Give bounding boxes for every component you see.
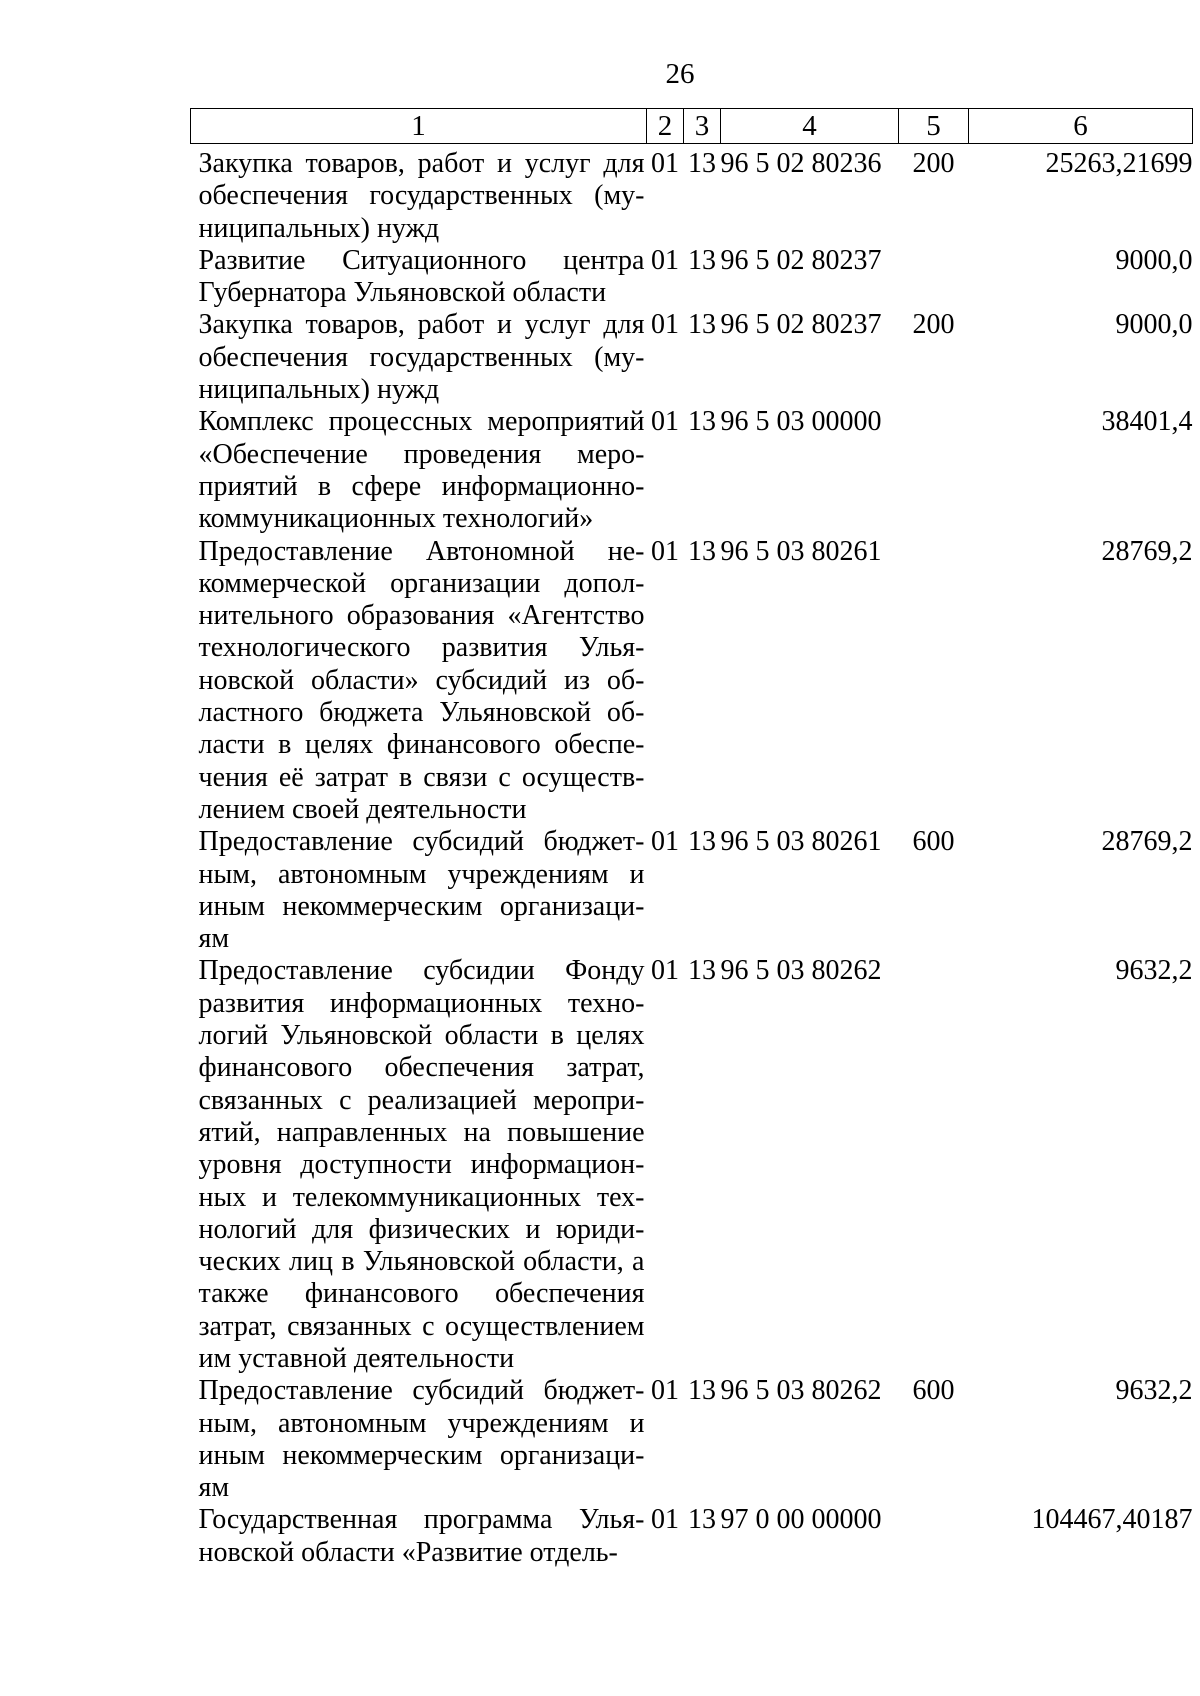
row-name: Комплекс процессных мероприятий «Обеспечение проведения мероприятий в сфере информационно-коммуникационных технологий» bbox=[198, 406, 645, 535]
row-expense-type: 200 bbox=[912, 148, 955, 179]
row-name: Закупка товаров, работ и услуг для обеспечения государственных (муниципальных) нужд bbox=[198, 309, 645, 406]
row-target-article: 96 5 02 80236 bbox=[720, 148, 882, 179]
row-name: Предоставление субсидии Фонду развития информационных технологий Ульяновской области в целях финансового обеспечения затрат, связанных с реализацией мероприятий, направленных на повышение уровня доступности информационных и телекоммуникационных технологий для физических и юридических лиц в Ульяновской области, а также финансового обеспечения затрат, связанных с осуществлением им уставной деятельности bbox=[198, 955, 645, 1374]
col-header-1: 1 bbox=[191, 109, 647, 144]
row-target-article: 96 5 02 80237 bbox=[720, 309, 882, 341]
row-amount: 9000,0 bbox=[1115, 244, 1193, 276]
row-amount: 9000,0 bbox=[1115, 309, 1193, 341]
row-section: 01 bbox=[651, 244, 679, 276]
row-name: Закупка товаров, работ и услуг для обеспечения государственных (муниципальных) нужд bbox=[198, 148, 645, 244]
row-name: Предоставление Автономной некоммерческой организации дополнительного образования «Агентство технологического развития Ульяновской области» субсидий из областного бюджета Ульяновской области в целях финансового обеспечения её затрат в связи с осуществлением своей деятельности bbox=[198, 535, 645, 825]
row-name: Развитие Ситуационного центра Губернатора Ульяновской области bbox=[198, 244, 645, 309]
row-subsection: 13 bbox=[688, 148, 716, 179]
row-amount: 28769,2 bbox=[1101, 535, 1193, 567]
row-subsection: 13 bbox=[688, 244, 716, 276]
row-subsection: 13 bbox=[688, 535, 716, 567]
row-expense-type: 600 bbox=[912, 826, 955, 858]
table-row bbox=[191, 1375, 1193, 1504]
row-subsection: 13 bbox=[688, 1504, 716, 1536]
table-row bbox=[191, 1504, 1193, 1569]
row-subsection: 13 bbox=[688, 826, 716, 858]
row-section: 01 bbox=[651, 1375, 679, 1407]
row-amount: 9632,2 bbox=[1115, 955, 1193, 987]
col-header-6: 6 bbox=[969, 109, 1193, 144]
budget-table bbox=[190, 108, 1193, 1569]
row-subsection: 13 bbox=[688, 1375, 716, 1407]
table-row bbox=[191, 536, 1193, 827]
row-target-article: 96 5 03 80261 bbox=[720, 535, 882, 567]
row-expense-type bbox=[899, 536, 969, 827]
row-target-article: 96 5 03 80261 bbox=[720, 826, 882, 858]
row-subsection: 13 bbox=[688, 406, 716, 438]
col-header-4: 4 bbox=[721, 109, 899, 144]
row-amount: 28769,2 bbox=[1101, 826, 1193, 858]
table-row bbox=[191, 245, 1193, 310]
table-row bbox=[191, 309, 1193, 406]
row-section: 01 bbox=[651, 955, 679, 987]
row-subsection: 13 bbox=[688, 955, 716, 987]
col-header-3: 3 bbox=[684, 109, 721, 144]
row-section: 01 bbox=[651, 1504, 679, 1536]
table-row bbox=[191, 826, 1193, 955]
row-expense-type bbox=[899, 1504, 969, 1569]
row-section: 01 bbox=[651, 535, 679, 567]
row-target-article: 97 0 00 00000 bbox=[720, 1504, 882, 1536]
table-row bbox=[191, 955, 1193, 1375]
row-section: 01 bbox=[651, 148, 679, 179]
row-amount: 25263,21699 bbox=[1045, 148, 1193, 179]
page-number: 26 bbox=[665, 58, 695, 90]
col-header-2: 2 bbox=[647, 109, 684, 144]
row-target-article: 96 5 03 80262 bbox=[720, 955, 882, 987]
row-amount: 104467,40187 bbox=[1031, 1504, 1193, 1536]
row-amount: 38401,4 bbox=[1101, 406, 1193, 438]
header-row bbox=[191, 109, 1193, 144]
row-section: 01 bbox=[651, 309, 679, 341]
row-target-article: 96 5 02 80237 bbox=[720, 244, 882, 276]
row-name: Государственная программа Ульяновской области «Развитие отдель- bbox=[198, 1504, 645, 1568]
row-name: Предоставление субсидий бюджетным, автономным учреждениям и иным некоммерческим организациям bbox=[198, 826, 645, 955]
col-header-5: 5 bbox=[899, 109, 969, 144]
row-expense-type bbox=[899, 955, 969, 1375]
table-row bbox=[191, 144, 1193, 245]
row-expense-type bbox=[899, 406, 969, 535]
row-expense-type bbox=[899, 245, 969, 310]
row-target-article: 96 5 03 80262 bbox=[720, 1375, 882, 1407]
row-expense-type: 200 bbox=[912, 309, 955, 341]
row-subsection: 13 bbox=[688, 309, 716, 341]
row-section: 01 bbox=[651, 406, 679, 438]
row-expense-type: 600 bbox=[912, 1375, 955, 1407]
row-target-article: 96 5 03 00000 bbox=[720, 406, 882, 438]
row-amount: 9632,2 bbox=[1115, 1375, 1193, 1407]
row-name: Предоставление субсидий бюджетным, автономным учреждениям и иным некоммерческим организациям bbox=[198, 1375, 645, 1504]
table-row bbox=[191, 406, 1193, 535]
row-section: 01 bbox=[651, 826, 679, 858]
